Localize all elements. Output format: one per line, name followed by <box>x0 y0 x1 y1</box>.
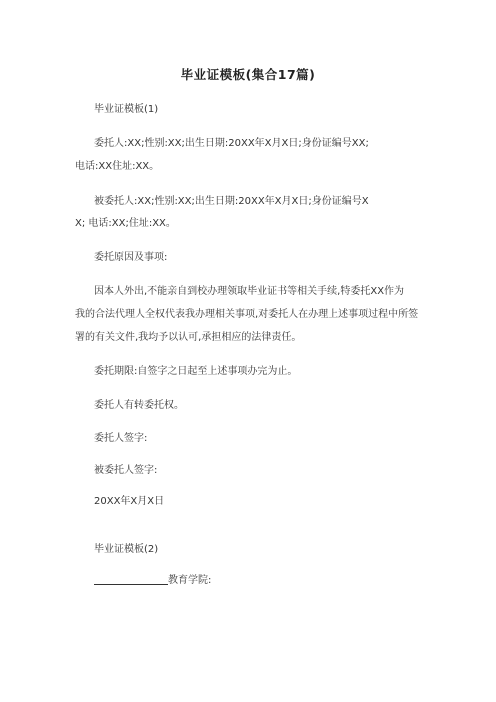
principal-info-line-1: 委托人:XX;性别:XX;出生日期:20XX年X月X日;身份证编号XX; <box>94 138 369 149</box>
reason-body-line-3: 署的有关文件,我均予以认可,承担相应的法律责任。 <box>75 332 302 343</box>
agent-info-line-1: 被委托人:XX;性别:XX;出生日期:20XX年X月X日;身份证编号X <box>94 196 369 207</box>
term-text: 委托期限:自签字之日起至上述事项办完为止。 <box>94 366 298 377</box>
reason-body-line-1: 因本人外出,不能亲自到校办理领取毕业证书等相关手续,特委托XX作为 <box>94 286 405 297</box>
reason-heading: 委托原因及事项: <box>94 252 168 263</box>
institution-line <box>94 571 444 591</box>
agent-signature-label: 被委托人签字: <box>94 465 158 476</box>
institution-suffix: 教育学院: <box>168 575 212 586</box>
transfer-right-text: 委托人有转委托权。 <box>94 400 184 411</box>
agent-info-line-2: X; 电话:XX;住址:XX。 <box>75 218 176 229</box>
section-heading-1: 毕业证模板(1) <box>94 104 159 115</box>
principal-info-line-2: 电话:XX住址:XX。 <box>75 161 160 172</box>
section-heading-2: 毕业证模板(2) <box>94 544 159 555</box>
blank-underline <box>94 572 168 585</box>
document-title: 毕业证模板(集合17篇) <box>180 67 316 82</box>
date-text: 20XX年X月X日 <box>94 496 165 507</box>
reason-body-line-2: 我的合法代理人全权代表我办理相关事项,对委托人在办理上述事项过程中所签 <box>75 309 419 320</box>
principal-signature-label: 委托人签字: <box>94 433 148 444</box>
